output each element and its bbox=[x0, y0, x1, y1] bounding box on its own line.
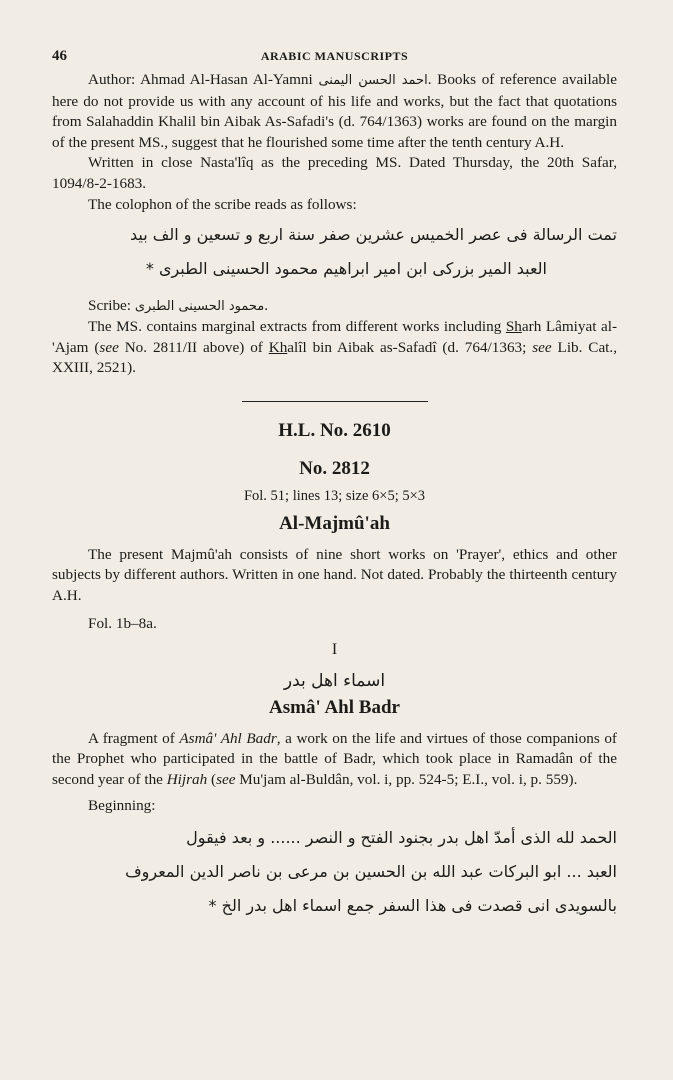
folio-range: Fol. 1b–8a. bbox=[88, 615, 157, 632]
desc-text-d: Mu'jam al-Buldân, vol. i, pp. 524-5; E.I., vol. i, p. 559). bbox=[235, 770, 578, 788]
author-suffix: . Books of reference available here do not provide us with any account of his life and works, but the fact that quotations from Salahaddin Khalil bin Aibak As-Safadi's (d. 764/1363) works are found on the margin of the present MS., suggest that he flourished some time after the tenth century A.H. bbox=[52, 71, 617, 151]
beginning-line-1: الحمد لله الذى أمدّ اهل بدر بجنود الفتح و النصر ...... و بعد فيقول bbox=[186, 827, 617, 847]
marginal-text-a: The MS. contains marginal extracts from different works including bbox=[88, 318, 506, 335]
scribe-suffix: . bbox=[264, 296, 269, 314]
arabic-section-title: اسماء اهل بدر bbox=[283, 670, 386, 691]
marginal-sharh: Sh bbox=[505, 318, 522, 335]
scribe-prefix: Scribe: bbox=[88, 296, 135, 314]
marginal-text-c: No. 2811/II above) of bbox=[118, 338, 269, 356]
author-prefix: Author: Ahmad Al-Hasan Al-Yamni bbox=[88, 71, 319, 88]
colophon-line-2: العبد المير بزركى ابن امير ابراهيم محمود الحسينى الطبرى * bbox=[145, 258, 547, 278]
marginal-see-1: see bbox=[99, 338, 119, 356]
written-paragraph: Written in close Nasta'lîq as the preceding MS. Dated Thursday, the 20th Safar, 1094/8-2-1683. bbox=[52, 154, 617, 192]
running-title: ARABIC MANUSCRIPTS bbox=[260, 49, 409, 63]
section-title: Asmâ' Ahl Badr bbox=[269, 696, 400, 718]
hl-number: H.L. No. 2610 bbox=[278, 419, 391, 441]
marginal-text-d: alîl bin Aibak as-Safadî (d. 764/1363; bbox=[287, 338, 533, 356]
marginal-see-2: see bbox=[532, 338, 552, 356]
work-title: Al-Majmû'ah bbox=[279, 512, 390, 534]
running-head bbox=[52, 48, 617, 68]
colophon-intro: The colophon of the scribe reads as follows: bbox=[88, 196, 357, 213]
desc-text-b: , a work on the life and virtues of those companions of the Prophet who participated in the battle of Badr, which took place in Ramadân of the second year of the bbox=[52, 729, 617, 788]
marginal-paragraph bbox=[52, 317, 617, 379]
scribe-arabic: محمود الحسينى الطبرى bbox=[134, 298, 265, 314]
marginal-kh: Kh bbox=[268, 338, 288, 356]
author-paragraph bbox=[52, 70, 617, 153]
marginal-text-e: Lib. Cat., XXIII, 2521). bbox=[52, 338, 617, 376]
beginning-line-3: بالسويدى انى قصدت فى هذا السفر جمع اسماء اهل بدر الخ * bbox=[208, 895, 617, 915]
asma-description bbox=[52, 729, 617, 791]
author-arabic: احمد الحسن اليمنى bbox=[318, 73, 428, 88]
beginning-label: Beginning: bbox=[88, 797, 156, 814]
section-roman-numeral: I bbox=[331, 640, 338, 658]
desc-hijrah: Hijrah bbox=[166, 770, 208, 788]
majmuah-description: The present Majmû'ah consists of nine short works on 'Prayer', ethics and other subjects by different authors. Written in one hand. Not dated. Probably the thirteenth century A.H. bbox=[52, 545, 617, 604]
manuscript-number: No. 2812 bbox=[299, 457, 370, 479]
desc-text-a: A fragment of bbox=[88, 729, 180, 747]
desc-italic-title: Asmâ' Ahl Badr bbox=[179, 729, 277, 747]
page-number: 46 bbox=[52, 48, 67, 64]
colophon-line-1: تمت الرسالة فى عصر الخميس عشرين صفر سنة اربع و تسعين و الف بيد bbox=[130, 224, 617, 244]
desc-see: see bbox=[216, 770, 236, 788]
scribe-line bbox=[52, 296, 617, 318]
marginal-text-b: arh Lâmiyat al-'Ajam ( bbox=[52, 318, 617, 356]
beginning-line-2: العبد ... ابو البركات عبد الله بن الحسين بن مرعى بن ناصر الدين المعروف bbox=[125, 861, 617, 881]
section-divider bbox=[242, 401, 428, 402]
folio-info: Fol. 51; lines 13; size 6×5; 5×3 bbox=[243, 487, 426, 504]
desc-text-c: ( bbox=[207, 770, 217, 788]
